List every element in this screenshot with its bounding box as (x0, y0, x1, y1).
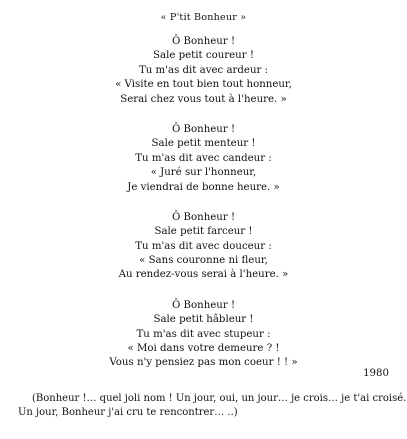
note-line-1: (Bonheur !… quel joli nom ! Un jour, oui, un jour… je crois… je t'ai croisé. (32, 393, 407, 404)
stanza-line: Sale petit hâbleur ! (153, 314, 254, 326)
stanza-line: Ô Bonheur ! (171, 36, 236, 47)
stanza-line: Ô Bonheur ! (171, 299, 236, 311)
stanza-line: Au rendez-vous serai à l'heure. » (118, 269, 289, 281)
stanza-line: « Visite en tout bien tout honneur, (115, 79, 292, 91)
stanza-line: « Moi dans votre demeure ? ! (127, 343, 280, 355)
stanza-line: Sale petit menteur ! (151, 138, 256, 150)
stanza-2 (0, 123, 407, 195)
stanza-line: Tu m'as dit avec stupeur : (136, 328, 271, 340)
poem-note (18, 392, 407, 421)
stanza-line: Ô Bonheur ! (171, 123, 236, 135)
stanza-line: Vous n'y pensiez pas mon coeur ! ! » (109, 357, 298, 369)
note-line-2: Un jour, Bonheur j'ai cru te rencontrer… ..) (18, 407, 238, 419)
stanza-line: « Sans couronne ni fleur, (139, 255, 268, 267)
stanza-line: Ô Bonheur ! (171, 211, 236, 223)
stanza-4 (0, 299, 407, 371)
stanza-line: Sale petit coureur ! (153, 50, 254, 62)
stanza-line: « Juré sur l'honneur, (150, 167, 257, 179)
poem-title: « P'tit Bonheur » (160, 12, 247, 23)
stanza-line: Tu m'as dit avec ardeur : (138, 64, 269, 76)
poem-year: 1980 (363, 368, 389, 379)
stanza-line: Je viendrai de bonne heure. » (127, 181, 280, 193)
stanza-3 (0, 211, 407, 283)
stanza-1 (0, 35, 407, 107)
stanza-line: Tu m'as dit avec candeur : (135, 152, 272, 164)
poem-body (0, 35, 407, 387)
stanza-line: Sale petit farceur ! (154, 226, 253, 238)
stanza-line: Tu m'as dit avec douceur : (135, 240, 272, 252)
stanza-line: Serai chez vous tout à l'heure. » (120, 93, 287, 105)
